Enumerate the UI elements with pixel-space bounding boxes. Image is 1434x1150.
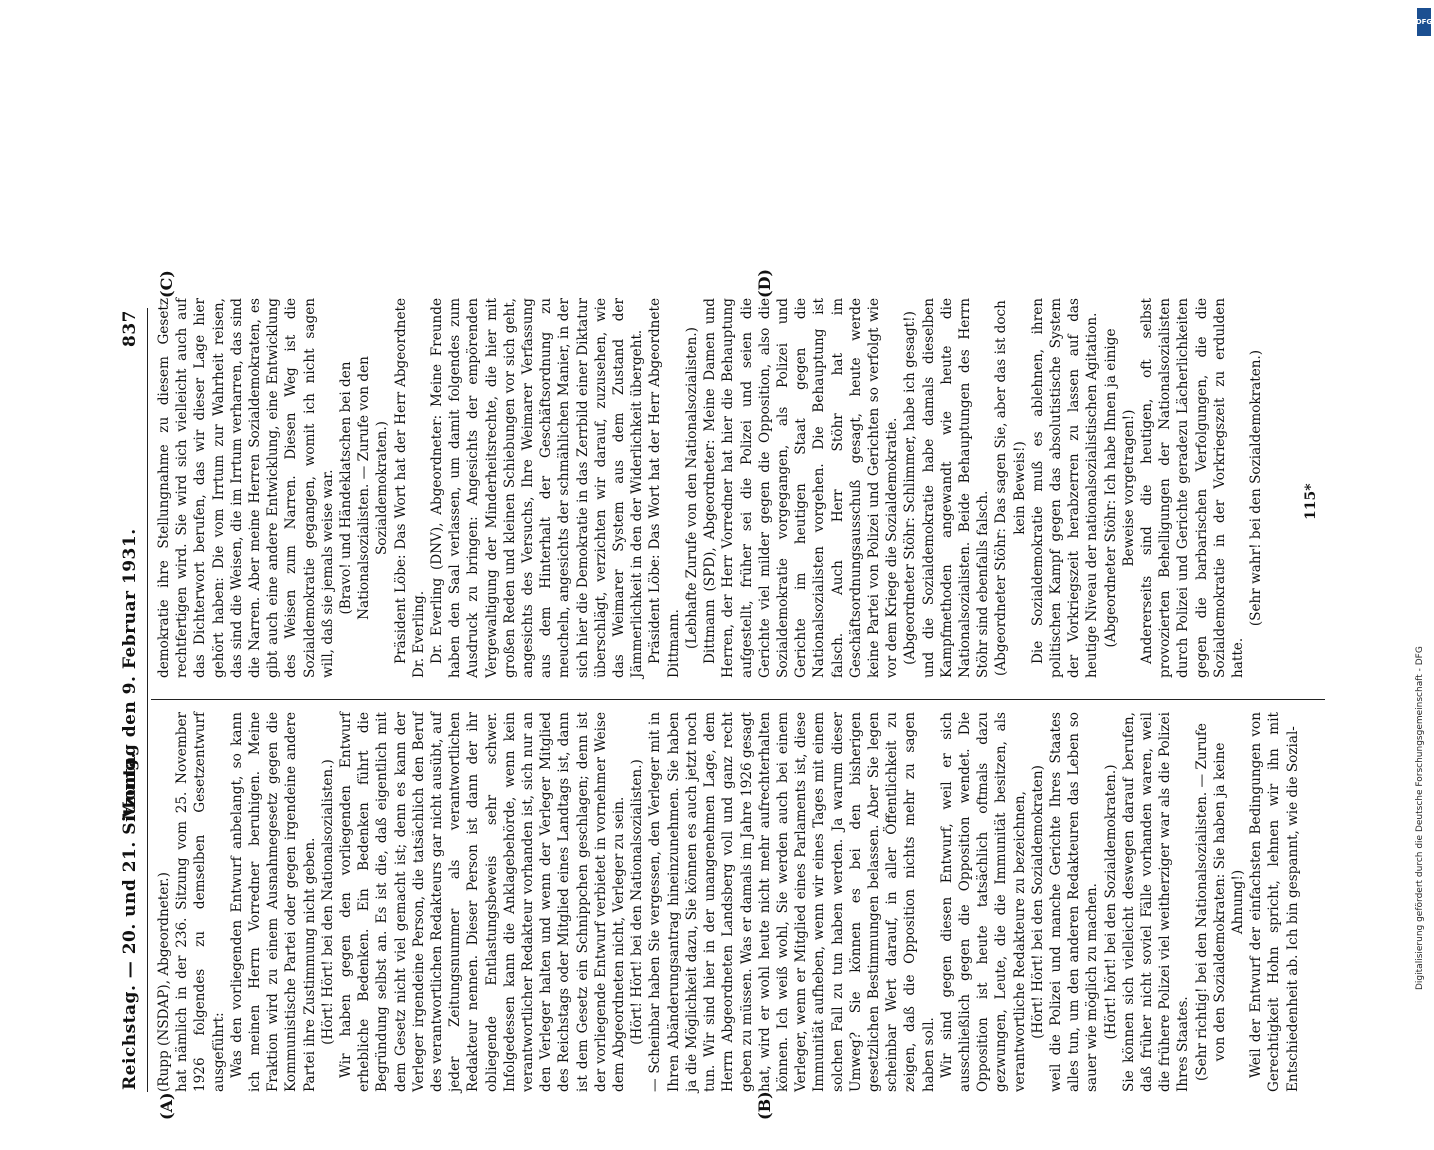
left_column-paragraph: Weil der Entwurf der einfachsten Bedingungen von Gerechtigkeit Hohn spricht, lehnen wir ihn mit Entschiedenheit ab. Ich bin gespannt, wie die Sozial- (1248, 712, 1301, 1092)
margin-mark-a: (A) (157, 1092, 176, 1120)
right_column-paragraph: Die Sozialdemokratie muß es ablehnen, ihren politischen Kampf gegen das absolutistische System der Vorkriegszeit herabzerren zu lassen auf das heutige Niveau der nationalsozialistischen Agitation. (1029, 298, 1101, 678)
left_column-paragraph: (Hört! Hört! bei den Nationalsozialisten.) (319, 759, 336, 1045)
left_column-paragraph: weil die Polizei und manche Gerichte Ihres Staates alles tun, um den anderen Redakteuren das Leben so sauer wie möglich zu machen. (1047, 712, 1101, 1092)
right-column (155, 298, 1265, 678)
signature-mark: 115* (1303, 483, 1319, 520)
running-header (120, 310, 142, 1090)
left_column-paragraph: (Rupp (NSDAP), Abgeordneter.) (156, 872, 172, 1092)
right_column-paragraph: Präsident Löbe: Das Wort hat der Herr Abgeordnete Dr. Everling. (392, 298, 427, 678)
right_column-paragraph: Dr. Everling (DNV), Abgeordneter: Meine Freunde haben den Saal verlassen, um damit folgendes zum Ausdruck zu bringen: Angesichts der empörenden Vergewaltigung der Minderheitsrechte, die hier mit großen Reden und kleinen Schiebungen vor sich geht, angesichts des Versuchs, Ihre Weimarer Verfassung aus dem Hinterhalt der Geschäftsordnung zu meucheln, angesichts der schmählichen Manier, in der sich hier die Demokratie in das Zerrbild einer Diktatur überschlägt, verzichten wir darauf, zuzusehen, wie das Weimarer System aus dem Zustand der Jämmerlichkeit in den der Widerlichkeit übergeht. (429, 298, 646, 678)
right_column-paragraph: (Abgeordneter Stöhr: Schlimmer, habe ich gesagt!) (902, 311, 919, 665)
left-column (155, 712, 1302, 1092)
left_column-paragraph: (Hört! Hört! bei den Sozialdemokraten) (1029, 765, 1046, 1039)
column-divider (151, 699, 1325, 700)
side-credit (1410, 10, 1430, 990)
right_column-paragraph: Präsident Löbe: Das Wort hat der Herr Abgeordnete Dittmann. (647, 298, 682, 678)
margin-mark-d: (D) (755, 268, 774, 298)
margin-mark-c: (C) (157, 270, 176, 298)
right_column-paragraph: demokratie ihre Stellungnahme zu diesem Gesetz rechtfertigen wird. Sie wird sich vielleicht auch auf das Dichterwort berufen, das wir dieser Lage hier gehört haben: Die vom Irrtum zur Wahrheit reisen, das sind die Weisen, die im Irrtum verharren, das sind die Narren. Aber meine Herren Sozialdemokraten, es gibt auch eine andere Entwicklung, eine Entwicklung des Weisen zum Narren. Diesen Weg ist die Sozialdemokratie gegangen, womit ich nicht sagen will, daß sie jemals weise war. (156, 298, 336, 678)
right_column-paragraph: und die Sozialdemokratie habe damals dieselben Kampfmethoden angewandt wie heute die Nationalsozialisten. Beide Behauptungen des Herrn Stöhr sind ebenfalls falsch. (920, 298, 992, 678)
header-date: Montag den 9. Februar 1931. (120, 528, 140, 820)
left_column-paragraph: Sie können sich vielleicht deswegen darauf berufen, daß früher nicht soviel Fälle vorhanden waren, weil die frühere Polizei viel weitherziger war als die Polizei Ihres Staates. (1120, 712, 1192, 1092)
right_column-paragraph: (Sehr wahr! bei den Sozialdemokraten.) (1248, 349, 1265, 627)
left_column-paragraph: (Hört! hört! bei den Sozialdemokraten.) (1102, 764, 1119, 1040)
right_column-paragraph: (Lebhafte Zurufe von den Nationalsozialisten.) (683, 327, 700, 649)
right_column-paragraph: (Abgeordneter Stöhr: Ich habe Ihnen ja einige Beweise vorgetragen!) (1102, 328, 1137, 648)
left_column-paragraph: — Scheinbar haben Sie vergessen, den Verleger mit in Ihren Abänderungsantrag hineinzunehmen. Sie haben ja die Möglichkeit dazu, Sie können es auch jetzt noch tun. Wir sind hier in der unangenehmen Lage, dem Herrn Abgeordneten Landsberg voll und ganz recht geben zu müssen. Was er damals im Jahre 1926 gesagt hat, wird er wohl heute nicht mehr aufrechterhalten können. Ich weiß wohl, Sie werden auch bei einem Verleger, wenn er Mitglied eines Parlaments ist, diese Immunität aufheben, wenn wir eines Tages mit einem solchen Fall zu tun haben werden. Ja warum dieser Umweg? Sie können es bei den bisherigen gesetzlichen Bestimmungen belassen. Aber Sie legen scheinbar Wert darauf, in aller Öffentlichkeit zu zeigen, daß die Opposition nichts mehr zu sagen haben soll. (647, 712, 937, 1092)
page-number: 837 (120, 310, 140, 347)
right_column-paragraph: Andererseits sind die heutigen, oft selbst provozierten Behelligungen der Nationalsozialisten durch Polizei und Gerichte geradezu Lächerlichkeiten gegen die barbarischen Verfolgungen, die die Sozialdemokratie in der Vorkriegszeit zu erdulden hatte. (1138, 298, 1246, 678)
left_column-paragraph: (Sehr richtig! bei den Nationalsozialisten. — Zurufe von den Sozialdemokraten: Sie haben ja keine Ahnung!) (1193, 723, 1246, 1081)
dfg-logo: DFG (1417, 8, 1431, 36)
header-rule (147, 308, 148, 1092)
header-left: Reichstag. — 20. und 21. Sitzung. (120, 752, 140, 1090)
right_column-paragraph: (Bravo! und Händeklatschen bei den Nationalsozialisten. — Zurufe von den Sozialdemokraten.) (338, 356, 391, 620)
right_column-paragraph: Dittmann (SPD), Abgeordneter: Meine Damen und Herren, der Herr Vorredner hat hier die Behauptung aufgestellt, früher sei die Polizei und seien die Gerichte viel milder gegen die Opposition, also die Sozialdemokratie vorgegangen, als Polizei und Gerichte im heutigen Staat gegen die Nationalsozialisten vorgehen. Die Behauptung ist falsch. Auch Herr Stöhr hat im Geschäftsordnungsausschuß gesagt, heute werde keine Partei von Polizei und Gerichten so verfolgt wie vor dem Kriege die Sozialdemokratie. (702, 298, 901, 678)
margin-mark-b: (B) (755, 1091, 774, 1120)
left_column-paragraph: hat nämlich in der 236. Sitzung vom 25. November 1926 folgendes zu demselben Gesetzentwurf ausgeführt: (174, 712, 227, 1092)
rotated-page (65, 250, 1365, 1150)
left_column-paragraph: Was den vorliegenden Entwurf anbelangt, so kann ich meinen Herrn Vorredner beruhigen. Meine Fraktion wird zu einem Ausnahmegesetz gegen die Kommunistische Partei oder gegen irgendeine andere Partei ihre Zustimmung nicht geben. (228, 712, 318, 1092)
left_column-paragraph: Wir sind gegen diesen Entwurf, weil er sich ausschließlich gegen die Opposition wendet. Die Opposition ist heute tatsächlich oftmals dazu gezwungen, Leute, die die Immunität besitzen, als verantwortliche Redakteure zu bezeichnen, (938, 712, 1028, 1092)
left_column-paragraph: Wir haben gegen den vorliegenden Entwurf erhebliche Bedenken. Ein Bedenken führt die Begründung selbst an. Es ist die, daß eigentlich mit dem Gesetz nicht viel gemacht ist; denn es kann der Verleger irgendeine Person, die tatsächlich den Beruf des verantwortlichen Redakteurs gar nicht ausübt, auf jeder Zeitungsnummer als verantwortlichen Redakteur nennen. Dieser Person ist dann der ihr obliegende Entlastungsbeweis sehr schwer. Infolgedessen kann die Anklagebehörde, wenn kein verantwortlicher Redakteur vorhanden ist, sich nur an den Verleger halten und wenn der Verleger Mitglied des Reichstags oder Mitglied eines Landtags ist, dann ist dem Gesetz ein Schnippchen geschlagen; denn ist der vorliegende Entwurf verbietet in vornehmer Weise dem Abgeordneten nicht, Verleger zu sein. (338, 712, 628, 1092)
left_column-paragraph: (Hört! Hört! bei den Nationalsozialisten.) (629, 759, 646, 1045)
side-credit-text: Digitalisierung gefördert durch die Deutsche Forschungsgemeinschaft - DFG (1415, 646, 1425, 990)
right_column-paragraph: (Abgeordneter Stöhr: Das sagen Sie, aber das ist doch kein Beweis!) (993, 300, 1028, 676)
